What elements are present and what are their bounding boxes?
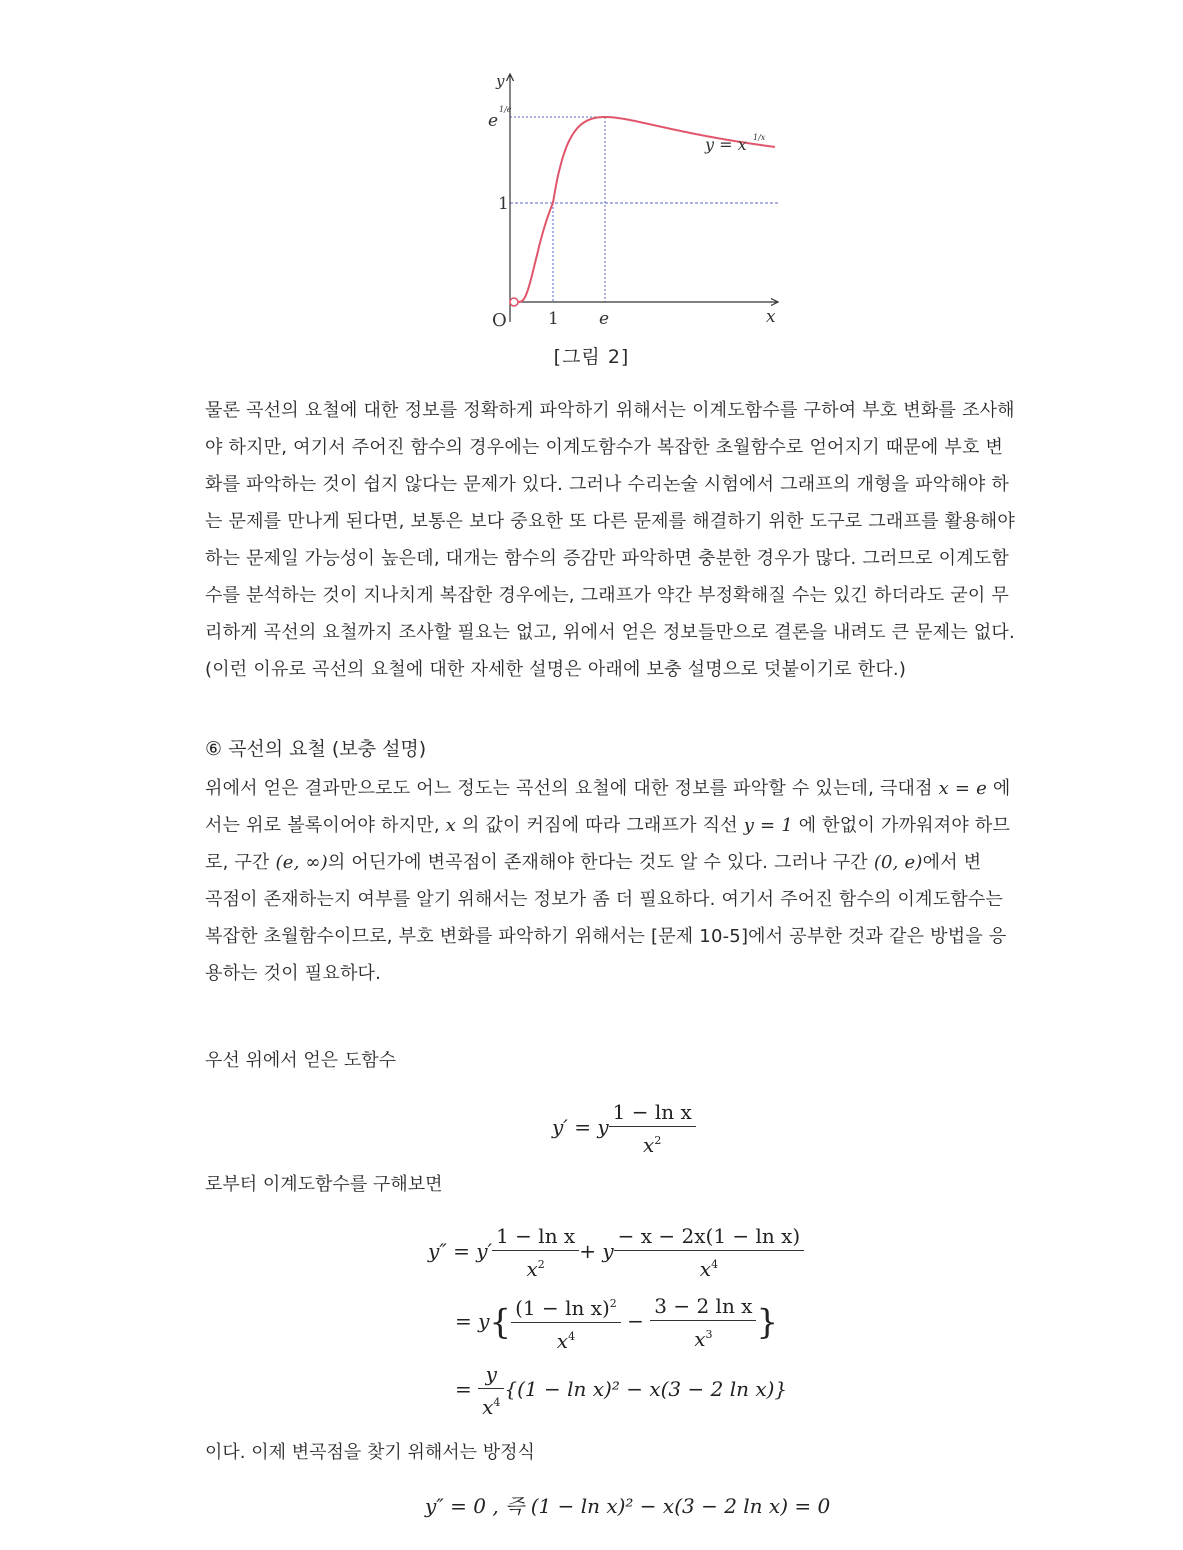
numerator: 1 − ln x <box>492 1222 579 1251</box>
y-tick-1: 1 <box>498 194 509 214</box>
figure-caption: [그림 2] <box>553 346 630 368</box>
text-line: 복잡한 초월함수이므로, 부호 변화를 파악하기 위해서는 [문제 10-5]에서 공부한 것과 같은 방법을 응 <box>205 926 1007 947</box>
y-axis-label: y <box>496 72 505 90</box>
eq-text: y″ = 0 , 즉 (1 − ln x)² − x(3 − 2 ln x) = 0 <box>425 1494 831 1518</box>
y-tick-peak-exp: 1/e <box>499 105 512 114</box>
equation-inflection-condition <box>425 1490 830 1519</box>
den-var: x <box>694 1327 706 1351</box>
fraction <box>511 1290 621 1355</box>
eq-lhs: y″ = y′ <box>428 1239 493 1263</box>
equation-first-derivative <box>552 1098 696 1159</box>
math-inline: (e, ∞) <box>275 852 328 873</box>
text-line: 하는 문제일 가능성이 높은데, 대개는 함수의 증감만 파악하면 충분한 경우가 많다. 그러므로 이계도함 <box>205 548 1010 569</box>
text-line: 용하는 것이 필요하다. <box>205 963 382 984</box>
text-segment: 에서 변 <box>922 852 982 873</box>
den-var: x <box>482 1395 494 1419</box>
denominator: $x^2$ <box>643 1133 662 1157</box>
fraction <box>478 1360 504 1421</box>
text-line: 물론 곡선의 요철에 대한 정보를 정확하게 파악하기 위해서는 이계도함수를 구하여 부호 변화를 조사해 <box>205 400 1015 421</box>
eq-lhs: y′ = y <box>552 1115 609 1139</box>
equation-second-derivative-row1 <box>428 1222 804 1283</box>
x-tick-e: e <box>599 309 610 329</box>
text-first-derivative: 우선 위에서 얻은 도함수 <box>205 1050 397 1071</box>
function-graph <box>470 60 790 340</box>
x-tick-1: 1 <box>548 309 559 329</box>
text-line: 는 문제를 만나게 된다면, 보통은 보다 중요한 또 다른 문제를 해결하기 위한 도구로 그래프를 활용해야 <box>205 511 1015 532</box>
text-line: 곡점이 존재하는지 여부를 알기 위해서는 정보가 좀 더 필요하다. 여기서 주어진 함수의 이계도함수는 <box>205 889 1004 910</box>
den-var: x <box>643 1133 655 1157</box>
fraction <box>614 1222 805 1283</box>
math-inline: y = 1 <box>743 815 793 836</box>
eq-lhs: = y <box>455 1309 490 1333</box>
text-line: 리하게 곡선의 요철까지 조사할 필요는 없고, 위에서 얻은 정보들만으로 결론을 내려도 큰 문제는 없다. <box>205 622 1015 643</box>
num-text: (1 − ln x) <box>515 1296 610 1320</box>
numerator: $(1 - \ln x)^2$ <box>511 1290 621 1323</box>
fraction <box>492 1222 579 1283</box>
equation-second-derivative-row2: = y{ $\frac{(1 - \ln x)^2}{x^4}$ − $\frac{\text{3 − 2 ln x}}{x^3}$ } <box>455 1290 778 1355</box>
math-inline: x <box>445 815 457 836</box>
text-segment: 에 <box>987 778 1011 799</box>
fraction <box>609 1098 696 1159</box>
numerator: − x − 2x(1 − ln x) <box>614 1222 805 1251</box>
den-var: x <box>556 1329 569 1353</box>
equation-second-derivative-row3 <box>455 1360 787 1421</box>
text-third: 이다. 이제 변곡점을 찾기 위해서는 방정식 <box>205 1442 535 1463</box>
den-var: x <box>526 1257 538 1281</box>
denominator: $x^4$ <box>556 1329 576 1353</box>
text-segment: 서는 위로 볼록이어야 하지만, <box>205 815 446 836</box>
text-line <box>205 807 1048 844</box>
text-segment: 로, 구간 <box>205 852 276 873</box>
text-line <box>205 844 1048 881</box>
text-line <box>205 770 1048 807</box>
numerator: 1 − ln x <box>609 1098 696 1127</box>
text-line: 야 하지만, 여기서 주어진 함수의 경우에는 이계도함수가 복잡한 초월함수로 얻어지기 때문에 부호 변 <box>205 437 1004 458</box>
eq-term: + y <box>579 1239 614 1263</box>
origin-label: O <box>492 310 507 331</box>
denominator: $x^4$ <box>699 1257 719 1281</box>
paragraph-concavity-intro <box>205 392 1048 688</box>
text-segment: 에 한없이 가까워져야 하므 <box>792 815 1011 836</box>
denominator: $x^3$ <box>694 1327 713 1351</box>
denominator: $x^2$ <box>526 1257 545 1281</box>
text-line: (이런 이유로 곡선의 요철에 대한 자세한 설명은 아래에 보충 설명으로 덧붙이기로 한다.) <box>205 659 907 680</box>
open-origin-point <box>510 298 518 306</box>
text-line: 화를 파악하는 것이 쉽지 않다는 문제가 있다. 그러나 수리논술 시험에서 그래프의 개형을 파악해야 하 <box>205 474 1010 495</box>
eq-lhs: = <box>455 1377 472 1401</box>
text-segment: 위에서 얻은 결과만으로도 어느 정도는 곡선의 요철에 대한 정보를 파악할 수 있는데, 극대점 <box>205 778 939 799</box>
curve-label-exponent: 1/x <box>753 133 766 142</box>
x-axis-label: x <box>766 307 776 327</box>
text-segment: 의 값이 커짐에 따라 그래프가 직선 <box>456 815 744 836</box>
y-tick-peak-base: e <box>488 111 499 131</box>
section-heading: ⑥ 곡선의 요철 (보충 설명) <box>205 738 427 760</box>
text-line: 수를 분석하는 것이 지나치게 복잡한 경우에는, 그래프가 약간 부정확해질 수는 있긴 하더라도 굳이 무 <box>205 585 1010 606</box>
fraction <box>650 1292 756 1353</box>
text-segment: 의 어딘가에 변곡점이 존재해야 한다는 것도 알 수 있다. 그러나 구간 <box>327 852 874 873</box>
math-inline: (0, e) <box>873 852 923 873</box>
eq-term: {(1 − ln x)² − x(3 − 2 ln x)} <box>504 1377 788 1401</box>
numerator: 3 − 2 ln x <box>650 1292 756 1321</box>
text-second-derivative: 로부터 이계도함수를 구해보면 <box>205 1174 443 1195</box>
curve-label: y = x <box>705 135 747 154</box>
math-inline: x = e <box>938 778 987 799</box>
paragraph-concavity-detail <box>205 770 1048 992</box>
den-var: x <box>699 1257 712 1281</box>
numerator: y <box>478 1360 504 1389</box>
denominator: $x^4$ <box>482 1395 501 1419</box>
